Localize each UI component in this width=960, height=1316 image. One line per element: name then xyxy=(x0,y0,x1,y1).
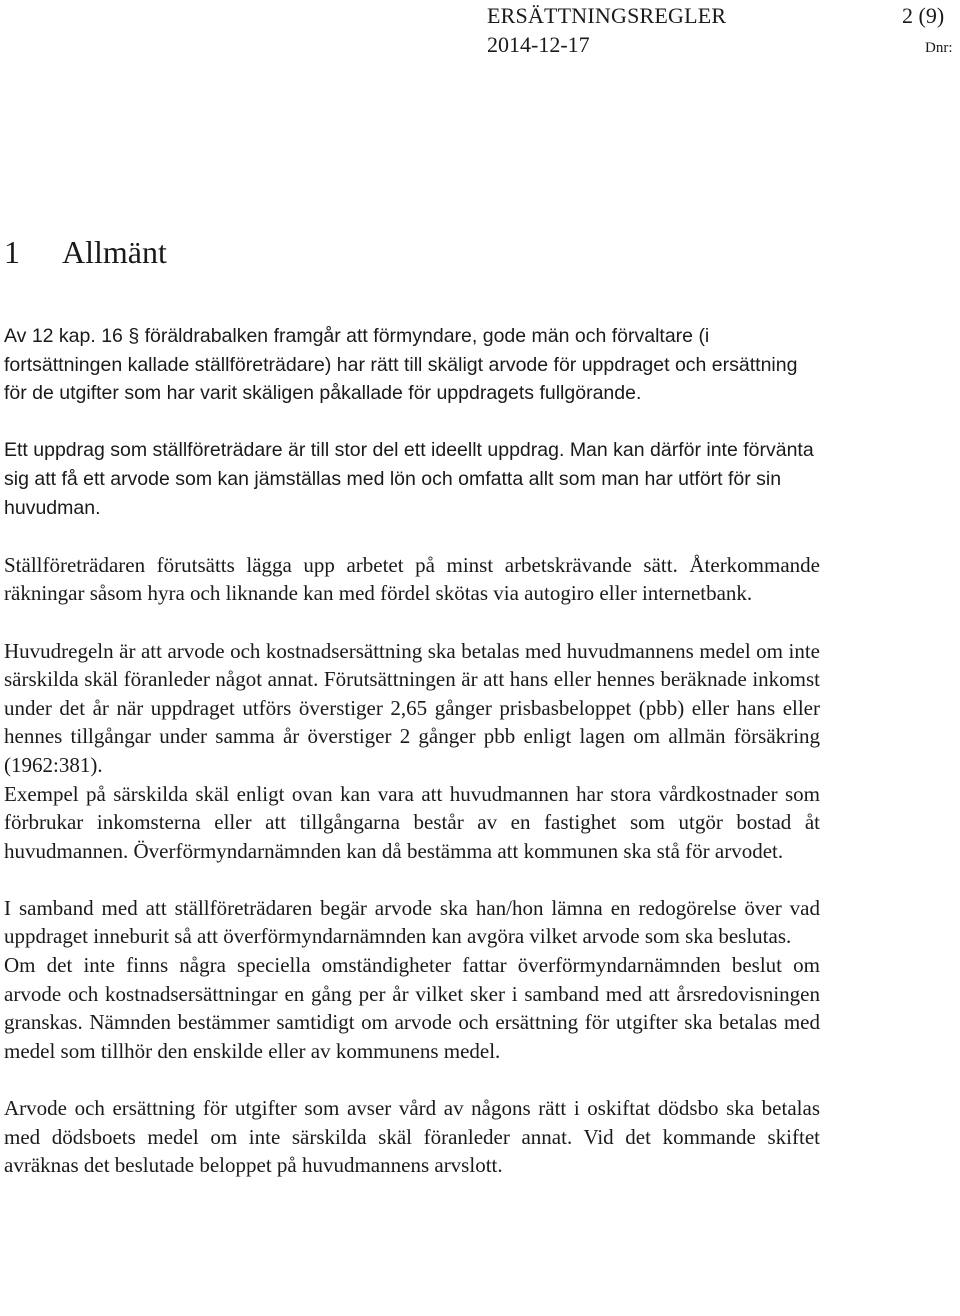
paragraph-voluntary-assignment xyxy=(4,436,820,522)
section-number: 1 xyxy=(4,234,20,270)
dnr-label: Dnr: xyxy=(925,40,953,56)
section-heading xyxy=(4,233,167,271)
paragraph-voluntary-assignment-sentence-2: Man kan därför inte förvänta sig att få ett arvode som kan jämställas med lön och omfatta allt som man har utfört för sin huvudman. xyxy=(4,439,814,519)
paragraph-main-rule: Huvudregeln är att arvode och kostnadsersättning ska betalas med huvudmannens medel om inte särskilda skäl föranleder något annat. Förutsättningen är att hans eller hennes beräknade inkomst under det år när uppdraget utförs överstiger 2,65 gånger prisbasbeloppet (pbb) eller hans eller hennes tillgångar under samma år överstiger 2 gånger pbb enligt lagen om allmän försäkring (1962:381). xyxy=(4,638,820,777)
paragraph-report-request: I samband med att ställföreträdaren begär arvode ska han/hon lämna en redogörelse över vad uppdraget inneburit så att överförmyndarnämnden kan avgöra vilket arvode som ska beslutas. xyxy=(4,895,820,949)
document-title: ERSÄTTNINGSREGLER xyxy=(487,3,727,28)
page-number: 2 (9) xyxy=(902,3,945,28)
document-date: 2014-12-17 xyxy=(487,32,590,57)
paragraph-legal-basis: Av 12 kap. 16 § föräldrabalken framgår att förmyndare, gode män och förvaltare (i fortsättningen kallade ställföreträdare) har rätt till skäligt arvode för uppdraget och ersättning för de utgifter som har varit skäligen påkallade för uppdragets fullgörande. xyxy=(4,325,798,405)
paragraph-efficient-work: Ställföreträdaren förutsätts lägga upp arbetet på minst arbetskrävande sätt. Återkommande räkningar såsom hyra och liknande kan med fördel skötas via autogiro eller internetbank. xyxy=(4,552,820,606)
paragraph-voluntary-assignment-sentence-1: Ett uppdrag som ställföreträdare är till stor del ett ideellt uppdrag. xyxy=(4,439,565,462)
paragraph-estate: Arvode och ersättning för utgifter som avser vård av någons rätt i oskiftat dödsbo ska betalas med dödsboets medel om inte särskilda skäl föranleder annat. Vid det kommande skiftet avräknas det beslutade beloppet på huvudmannens arvslott. xyxy=(4,1096,820,1178)
paragraph-special-reasons: Exempel på särskilda skäl enligt ovan kan vara att huvudmannen har stora vårdkostnader som förbrukar inkomsterna eller att tillgångarna består av en fastighet som utgör bostad åt huvudmannen. Överförmyndarnämnden kan då bestämma att kommunen ska stå för arvodet. xyxy=(4,781,820,863)
paragraph-annual-decision: Om det inte finns några speciella omständigheter fattar överförmyndarnämnden beslut om arvode och kostnadsersättningar en gång per år vilket sker i samband med att årsredovisningen granskas. Nämnden bestämmer samtidigt om arvode och ersättning för utgifter ska betalas med medel som tillhör den enskilde eller av kommunens medel. xyxy=(4,953,820,1063)
document-body xyxy=(4,322,820,1180)
section-title: Allmänt xyxy=(62,234,167,270)
